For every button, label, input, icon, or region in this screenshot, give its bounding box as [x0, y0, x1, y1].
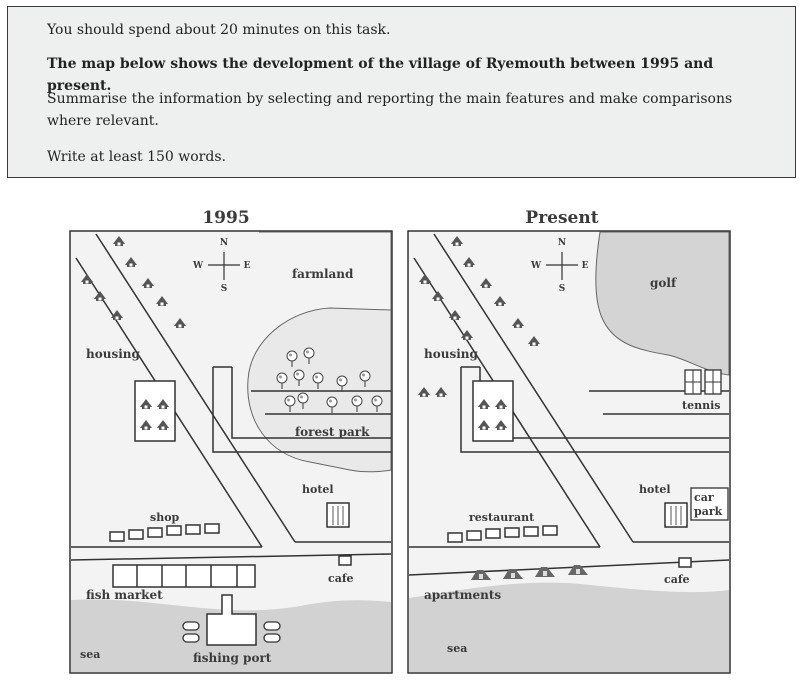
map-present: [408, 208, 730, 673]
label-hotel-1995: hotel: [302, 483, 334, 496]
map-present-title: Present: [525, 208, 599, 228]
compass-s-present: S: [558, 284, 566, 294]
compass-n-present: N: [557, 238, 567, 248]
label-restaurant: restaurant: [469, 511, 535, 524]
compass-s: S: [220, 284, 228, 294]
label-sea-present: sea: [447, 642, 468, 655]
label-sea-1995: sea: [80, 648, 101, 661]
task-time-instruction: You should spend about 20 minutes on this task.: [47, 22, 391, 38]
label-shop: shop: [150, 511, 180, 524]
compass-e: E: [243, 261, 251, 271]
label-fishing-port: fishing port: [193, 651, 272, 665]
task-summary-instruction: Summarise the information by selecting and reporting the main features and make comparisons where relevant.: [47, 91, 733, 129]
label-housing-1995: housing: [86, 347, 140, 361]
map-1995-title: 1995: [202, 208, 250, 228]
label-hotel-present: hotel: [639, 483, 671, 496]
map-1995: [70, 208, 392, 673]
label-car-park-line2: park: [694, 505, 723, 518]
label-tennis: tennis: [682, 399, 721, 412]
label-cafe-present: cafe: [664, 573, 690, 586]
label-golf: golf: [650, 276, 677, 290]
compass-n: N: [219, 238, 229, 248]
task-word-count: Write at least 150 words.: [47, 149, 226, 165]
label-apartments: apartments: [424, 588, 502, 602]
compass-w-present: W: [530, 261, 542, 271]
compass-w: W: [192, 261, 204, 271]
label-car-park-line1: car: [694, 491, 714, 504]
task-title: The map below shows the development of the village of Ryemouth between 1995 and present.: [47, 56, 714, 94]
label-housing-present: housing: [424, 347, 478, 361]
compass-e-present: E: [581, 261, 589, 271]
label-forest-park: forest park: [295, 425, 370, 439]
label-cafe-1995: cafe: [328, 572, 354, 585]
label-farmland: farmland: [292, 267, 354, 281]
label-fish-market: fish market: [86, 588, 163, 602]
